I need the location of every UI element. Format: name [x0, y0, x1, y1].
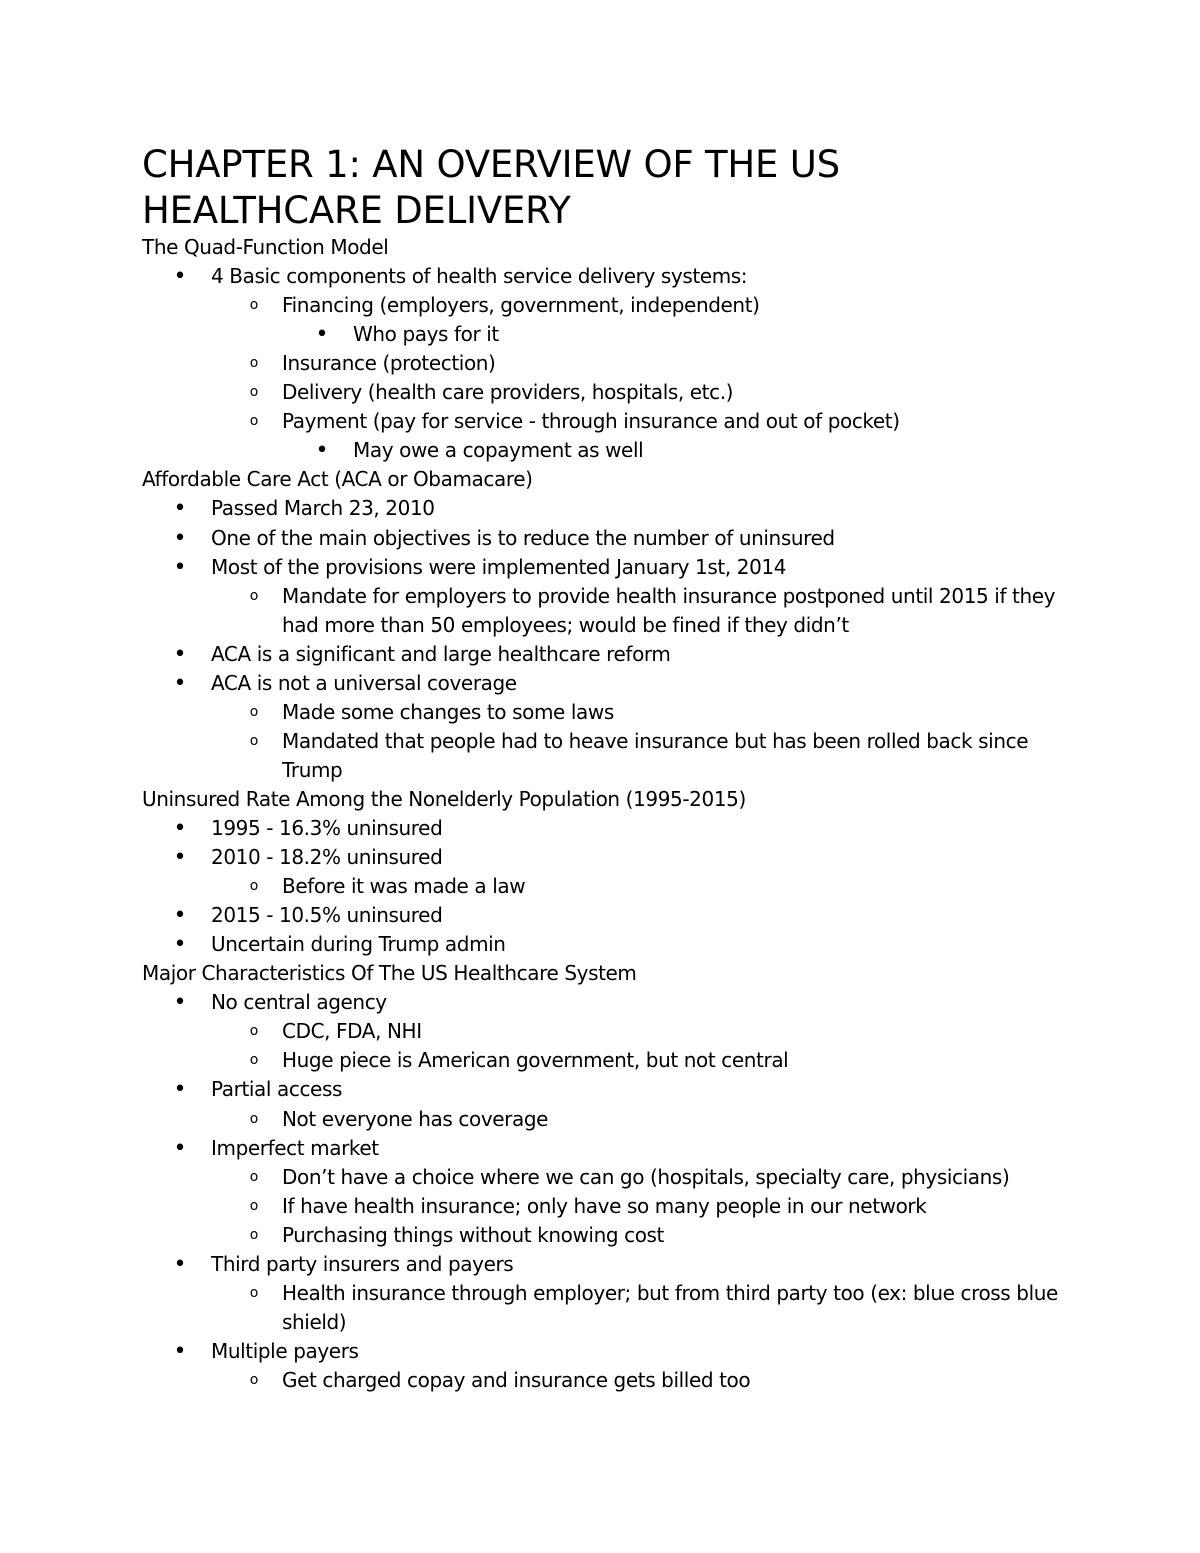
bullet-icon: • [315, 438, 329, 464]
hollow-bullet-icon: o [249, 297, 259, 314]
list-item-level-2: Insurance (protection) [282, 351, 496, 376]
list-item-level-2: Purchasing things without knowing cost [282, 1222, 664, 1247]
hollow-bullet-icon: o [249, 1371, 259, 1388]
bullet-icon: • [173, 1077, 187, 1103]
list-item-level-1: Most of the provisions were implemented January 1st, 2014 [211, 554, 787, 579]
list-item-level-2: Payment (pay for service - through insurance and out of pocket) [282, 409, 900, 434]
list-item-level-1: Imperfect market [211, 1135, 379, 1160]
section-heading: Uninsured Rate Among the Nonelderly Population (1995-2015) [142, 786, 746, 811]
hollow-bullet-icon: o [249, 1284, 259, 1301]
chapter-title-line-2: HEALTHCARE DELIVERY [142, 189, 571, 232]
hollow-bullet-icon: o [249, 1052, 259, 1069]
list-item-level-1: ACA is not a universal coverage [211, 670, 517, 695]
list-item-level-2: Before it was made a law [282, 874, 526, 899]
section-heading: The Quad-Function Model [142, 235, 389, 259]
section-heading: Major Characteristics Of The US Healthcare System [142, 961, 637, 986]
hollow-bullet-icon: o [249, 384, 259, 401]
hollow-bullet-icon: o [249, 703, 259, 720]
list-item-level-2: had more than 50 employees; would be fined if they didn’t [282, 612, 849, 637]
list-item-level-1: Third party insurers and payers [211, 1251, 514, 1276]
list-item-level-2: Health insurance through employer; but from third party too (ex: blue cross blue [282, 1280, 1058, 1305]
list-item-level-3: Who pays for it [353, 322, 499, 347]
bullet-icon: • [173, 641, 187, 667]
list-item-level-2: Not everyone has coverage [282, 1106, 549, 1131]
list-item-level-2: Mandated that people had to heave insurance but has been rolled back since [282, 728, 1029, 753]
list-item-level-1: 2010 - 18.2% uninsured [211, 845, 443, 870]
hollow-bullet-icon: o [249, 732, 259, 749]
list-item-level-1: 4 Basic components of health service delivery systems: [211, 264, 748, 289]
bullet-icon: • [173, 525, 187, 551]
list-item-level-2: CDC, FDA, NHI [282, 1019, 422, 1044]
bullet-icon: • [315, 322, 329, 348]
hollow-bullet-icon: o [249, 413, 259, 430]
hollow-bullet-icon: o [249, 1168, 259, 1185]
chapter-title-line-1: CHAPTER 1: AN OVERVIEW OF THE US [142, 143, 840, 186]
hollow-bullet-icon: o [249, 878, 259, 895]
list-item-level-1: Passed March 23, 2010 [211, 496, 435, 521]
list-item-level-1: Partial access [211, 1077, 343, 1102]
section-heading: Affordable Care Act (ACA or Obamacare) [142, 467, 533, 492]
hollow-bullet-icon: o [249, 1023, 259, 1040]
list-item-level-1: One of the main objectives is to reduce the number of uninsured [211, 525, 835, 550]
hollow-bullet-icon: o [249, 1110, 259, 1127]
bullet-icon: • [173, 932, 187, 958]
list-item-level-3: May owe a copayment as well [353, 438, 644, 463]
list-item-level-1: 2015 - 10.5% uninsured [211, 903, 443, 928]
bullet-icon: • [173, 816, 187, 841]
list-item-level-2: If have health insurance; only have so many people in our network [282, 1193, 927, 1218]
list-item-level-2: Financing (employers, government, independent) [282, 293, 760, 318]
list-item-level-2: Delivery (health care providers, hospitals, etc.) [282, 380, 734, 405]
bullet-icon: • [173, 845, 187, 871]
list-item-level-1: No central agency [211, 990, 387, 1015]
bullet-icon: • [173, 554, 187, 580]
hollow-bullet-icon: o [249, 1197, 259, 1214]
list-item-level-2: Trump [282, 757, 343, 782]
list-item-level-1: ACA is a significant and large healthcare reform [211, 641, 671, 666]
list-item-level-1: 1995 - 16.3% uninsured [211, 816, 443, 840]
list-item-level-2: shield) [282, 1309, 347, 1334]
bullet-icon: • [173, 903, 187, 929]
list-item-level-1: Uncertain during Trump admin [211, 932, 506, 957]
list-item-level-2: Huge piece is American government, but not central [282, 1048, 789, 1073]
list-item-level-2: Mandate for employers to provide health insurance postponed until 2015 if they [282, 583, 1056, 608]
bullet-icon: • [173, 990, 187, 1016]
bullet-icon: • [173, 1135, 187, 1161]
bullet-icon: • [173, 496, 187, 522]
list-item-level-1: Multiple payers [211, 1338, 359, 1363]
hollow-bullet-icon: o [249, 587, 259, 604]
list-item-level-2: Get charged copay and insurance gets billed too [282, 1367, 751, 1392]
hollow-bullet-icon: o [249, 355, 259, 372]
bullet-icon: • [173, 1338, 187, 1364]
bullet-icon: • [173, 264, 187, 290]
bullet-icon: • [173, 1251, 187, 1277]
list-item-level-2: Don’t have a choice where we can go (hospitals, specialty care, physicians) [282, 1164, 1010, 1189]
hollow-bullet-icon: o [249, 1226, 259, 1243]
bullet-icon: • [173, 670, 187, 696]
list-item-level-2: Made some changes to some laws [282, 699, 614, 724]
